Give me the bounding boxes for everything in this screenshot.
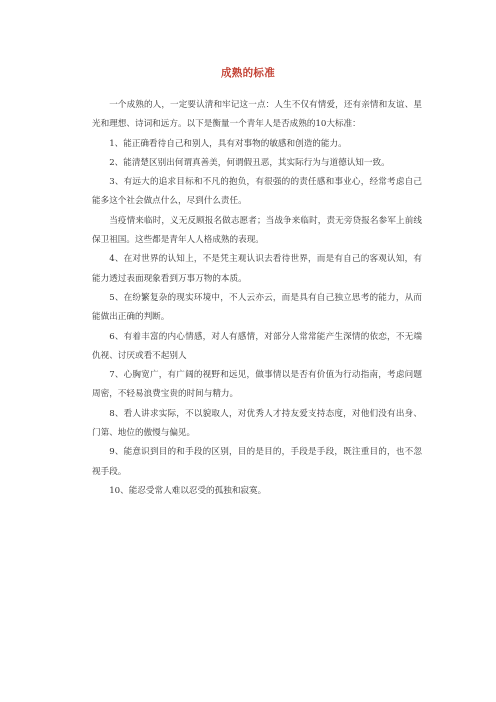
paragraph-item-7: 7、心胸宽广，有广阔的视野和远见，做事情以是否有价值为行动指南，考虑问题周密，不轻易浪费宝贵的时间与精力。 bbox=[92, 370, 422, 400]
paragraph-example: 当疫情来临时，义无反顾报名做志愿者；当战争来临时，责无旁贷报名参军上前线保卫祖国。这些都是青年人人格成熟的表现。 bbox=[92, 215, 422, 246]
paragraph-item-1: 1、能正确看待自己和别人，具有对事物的敏感和创造的能力。 bbox=[109, 138, 347, 149]
paragraph-item-6: 6、有着丰富的内心情感，对人有感情，对部分人常常能产生深情的依恋，不无端仇视、讨厌或看不起别人 bbox=[92, 331, 422, 361]
paragraph-item-3: 3、有远大的追求目标和不凡的抱负，有很强的的责任感和事业心，经常考虑自己能多这个社会做点什么，尽到什么责任。 bbox=[92, 177, 422, 207]
paragraph-item-5: 5、在纷繁复杂的现实环境中，不人云亦云，而是具有自己独立思考的能力，从而能做出正确的判断。 bbox=[92, 292, 422, 323]
document-body bbox=[92, 96, 422, 501]
paragraph-intro: 一个成熟的人，一定要认清和牢记这一点：人生不仅有情爱，还有亲情和友谊、星光和理想、诗词和远方。以下是衡量一个青年人是否成熟的10大标准： bbox=[92, 100, 422, 130]
paragraph-item-2: 2、能清楚区别出何谓真善美，何谓假丑恶，其实际行为与道德认知一致。 bbox=[109, 157, 390, 168]
paragraph-item-9: 9、能意识到目的和手段的区别，目的是目的，手段是手段，既注重目的，也不忽视手段。 bbox=[92, 447, 422, 477]
paragraph-item-8: 8、看人讲求实际，不以貌取人，对优秀人才持友爱支持态度，对他们没有出身、门第、地位的傲慢与偏见。 bbox=[92, 408, 422, 439]
document-title: 成熟的标准 bbox=[221, 67, 275, 79]
paragraph-item-4: 4、在对世界的认知上，不是凭主观认识去看待世界，而是有自己的客观认知，有能力透过表面现象看到万事万物的本质。 bbox=[92, 254, 422, 284]
paragraph-item-10: 10、能忍受常人难以忍受的孤独和寂寞。 bbox=[109, 485, 267, 496]
